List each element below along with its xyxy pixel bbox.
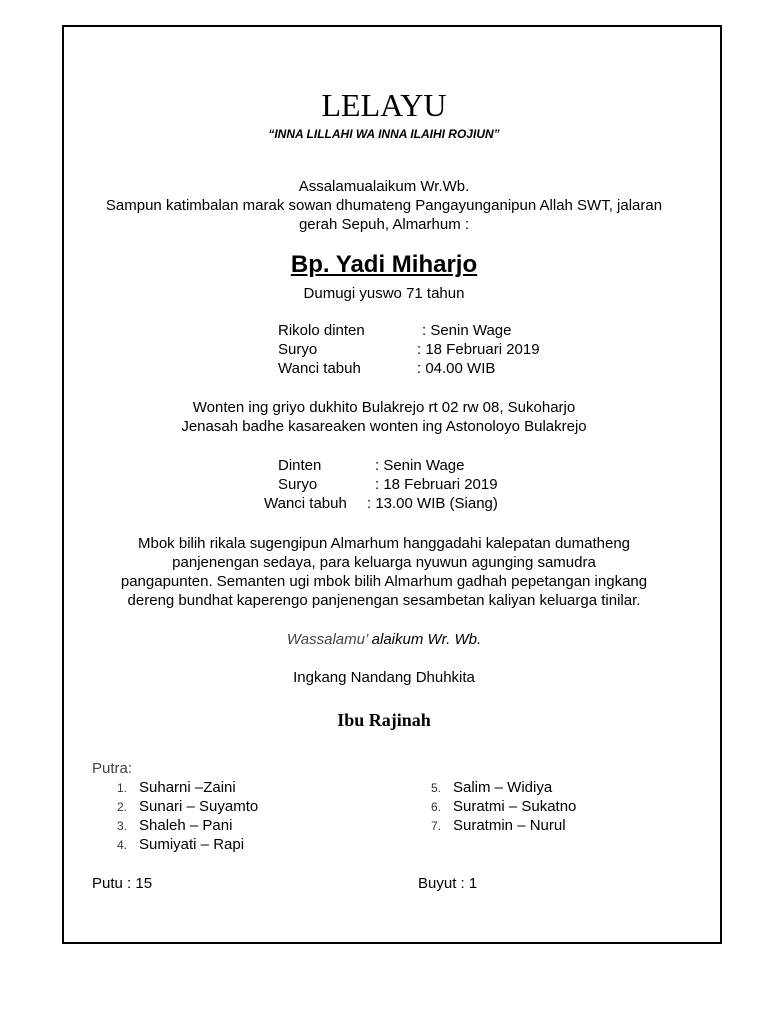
closing-prefix: Wassalamu’ [286, 631, 368, 648]
burial-date-value: : 18 Februari 2019 [375, 476, 498, 493]
burial-time-value: : 13.00 WIB (Siang) [367, 495, 498, 512]
list-item: 3. Shaleh – Pani [117, 817, 233, 834]
document-title: LELAYU [321, 87, 447, 123]
burial-day-value: : Senin Wage [375, 457, 465, 474]
apology-line-3: pangapunten. Semanten ugi mbok bilih Almarhum gadhah pepetangan ingkang [120, 573, 648, 590]
mourner-name: Ibu Rajinah [337, 710, 431, 730]
mourner-label: Ingkang Nandang Dhuhkita [293, 669, 475, 686]
deceased-age: Dumugi yuswo 71 tahun [303, 285, 465, 302]
list-item: 1. Suharni –Zaini [117, 779, 236, 796]
apology-line-2: panjenengan sedaya, para keluarga nyuwun agunging samudra [172, 554, 596, 571]
great-grandchildren-count: Buyut : 1 [418, 875, 478, 892]
closing-rest: alaikum Wr. Wb. [367, 631, 482, 648]
closing-salutation [0, 630, 768, 649]
death-time-label: Wanci tabuh [278, 360, 361, 377]
list-item: 6. Suratmi – Sukatno [431, 798, 577, 815]
apology-line-4: dereng bundhat kaperengo panjenengan sesambetan kaliyan keluarga tinilar. [127, 592, 641, 609]
apology-line-1: Mbok bilih rikala sugengipun Almarhum hanggadahi kalepatan dumatheng [138, 535, 630, 552]
document-subtitle: “INNA LILLAHI WA INNA ILAIHI ROJIUN” [268, 127, 500, 141]
children-label: Putra: [92, 760, 133, 777]
burial-date-label: Suryo [278, 476, 318, 493]
death-date-value: : 18 Februari 2019 [417, 341, 540, 358]
deceased-name: Bp. Yadi Miharjo [290, 251, 478, 278]
list-item: 7. Suratmin – Nurul [431, 817, 566, 834]
list-item: 2. Sunari – Suyamto [117, 798, 259, 815]
list-item: 5. Salim – Widiya [431, 779, 553, 796]
intro-line-2: gerah Sepuh, Almarhum : [298, 216, 470, 233]
death-day-value: : Senin Wage [422, 322, 512, 339]
list-item: 4. Sumiyati – Rapi [117, 836, 245, 853]
location-line-2: Jenasah badhe kasareaken wonten ing Astonoloyo Bulakrejo [181, 418, 587, 435]
greeting: Assalamualaikum Wr.Wb. [298, 178, 470, 195]
death-time-value: : 04.00 WIB [417, 360, 496, 377]
grandchildren-count: Putu : 15 [92, 875, 153, 892]
burial-time-label: Wanci tabuh [264, 495, 347, 512]
location-line-1: Wonten ing griyo dukhito Bulakrejo rt 02 rw 08, Sukoharjo [192, 399, 576, 416]
intro-line-1: Sampun katimbalan marak sowan dhumateng Pangayunganipun Allah SWT, jalaran [105, 197, 663, 214]
burial-day-label: Dinten [278, 457, 322, 474]
death-date-label: Suryo [278, 341, 318, 358]
death-day-label: Rikolo dinten [278, 322, 365, 339]
